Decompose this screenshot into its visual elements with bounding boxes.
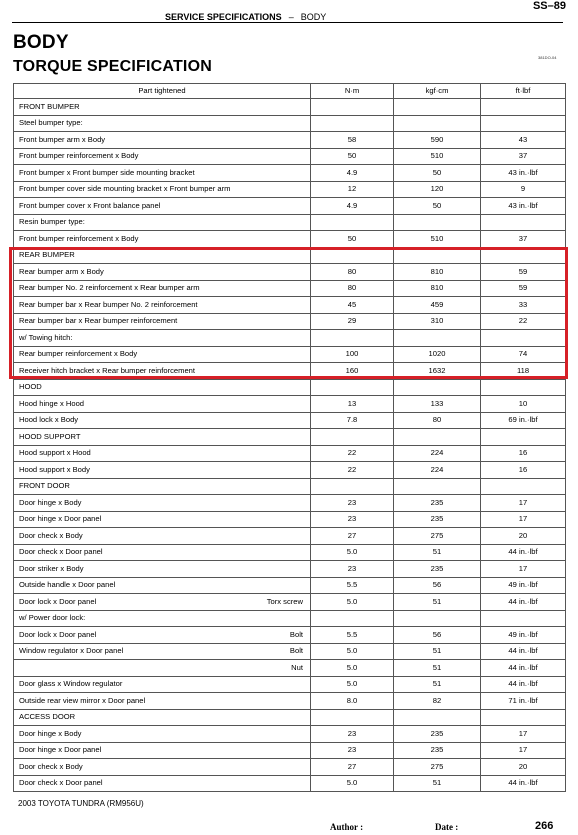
running-header (165, 12, 326, 22)
table-row (14, 396, 566, 413)
section-label: Resin bumper type: (14, 214, 311, 231)
value-kgfcm: 510 (394, 148, 481, 165)
table-row (14, 231, 566, 248)
value-kgfcm: 133 (394, 396, 481, 413)
page-number: 266 (535, 820, 554, 832)
part-name: Door hinge x Body (19, 728, 82, 738)
fastener-note: Nut (291, 662, 303, 672)
part-name: Hood support x Body (19, 464, 90, 474)
value-ftlbf: 118 (481, 363, 566, 380)
fastener-note (303, 581, 305, 589)
table-section-row (14, 330, 566, 347)
part-name: Door glass x Window regulator (19, 679, 123, 689)
value-kgfcm: 1632 (394, 363, 481, 380)
part-name: Door hinge x Door panel (19, 745, 102, 755)
part-name: Front bumper arm x Body (19, 134, 106, 144)
table-row (14, 198, 566, 215)
table-row (14, 544, 566, 561)
section-label: HOOD SUPPORT (14, 429, 311, 446)
part-cell (14, 726, 311, 743)
value-ftlbf: 44 in.·lbf (481, 594, 566, 611)
section-label: w/ Towing hitch: (14, 330, 311, 347)
table-row (14, 676, 566, 693)
fastener-note: Bolt (289, 646, 303, 656)
part-name: Rear bumper arm x Body (19, 266, 104, 276)
value-nm: 7.8 (311, 412, 394, 429)
table-row (14, 280, 566, 297)
value-kgfcm: 80 (394, 412, 481, 429)
fastener-note (303, 185, 305, 193)
value-nm: 23 (311, 561, 394, 578)
fastener-note (303, 202, 305, 210)
table-row (14, 660, 566, 677)
part-name: Rear bumper reinforcement x Body (19, 349, 138, 359)
empty-cell (481, 247, 566, 264)
value-ftlbf: 59 (481, 280, 566, 297)
value-ftlbf: 69 in.·lbf (481, 412, 566, 429)
fastener-note (303, 284, 305, 292)
value-ftlbf: 74 (481, 346, 566, 363)
value-kgfcm: 235 (394, 561, 481, 578)
value-nm: 4.9 (311, 198, 394, 215)
value-nm: 58 (311, 132, 394, 149)
section-label: FRONT DOOR (14, 478, 311, 495)
value-nm: 22 (311, 445, 394, 462)
empty-cell (311, 214, 394, 231)
part-name: Front bumper cover side mounting bracket x Front bumper arm (19, 184, 231, 194)
part-cell (14, 561, 311, 578)
fastener-note (303, 449, 305, 457)
value-ftlbf: 43 in.·lbf (481, 165, 566, 182)
table-row (14, 165, 566, 182)
value-ftlbf: 17 (481, 561, 566, 578)
part-name: Rear bumper bar x Rear bumper No. 2 reinforcement (19, 299, 198, 309)
part-cell (14, 165, 311, 182)
value-ftlbf: 71 in.·lbf (481, 693, 566, 710)
value-nm: 27 (311, 528, 394, 545)
part-name: Front bumper reinforcement x Body (19, 233, 139, 243)
page-code: SS–89 (532, 0, 566, 12)
value-ftlbf: 33 (481, 297, 566, 314)
empty-cell (311, 610, 394, 627)
footer-author-label: Author : (330, 822, 364, 832)
empty-cell (481, 99, 566, 116)
value-nm: 29 (311, 313, 394, 330)
table-row (14, 511, 566, 528)
part-name: Door lock x Door panel (19, 596, 97, 606)
section-title: TORQUE SPECIFICATION (13, 58, 212, 75)
part-cell (14, 577, 311, 594)
value-ftlbf: 44 in.·lbf (481, 676, 566, 693)
table-body (14, 99, 566, 792)
part-name: Front bumper cover x Front balance panel (19, 200, 161, 210)
header-title: SERVICE SPECIFICATIONS (165, 12, 282, 22)
table-row (14, 264, 566, 281)
fastener-note: Torx screw (266, 596, 303, 606)
table-row (14, 412, 566, 429)
part-cell (14, 132, 311, 149)
value-ftlbf: 43 in.·lbf (481, 198, 566, 215)
table-row (14, 759, 566, 776)
table-section-row (14, 247, 566, 264)
empty-cell (311, 379, 394, 396)
part-cell (14, 280, 311, 297)
fastener-note (303, 746, 305, 754)
fastener-note (303, 152, 305, 160)
part-name: Door hinge x Body (19, 497, 82, 507)
value-nm: 50 (311, 231, 394, 248)
part-cell (14, 544, 311, 561)
part-cell (14, 231, 311, 248)
value-kgfcm: 51 (394, 660, 481, 677)
value-nm: 4.9 (311, 165, 394, 182)
value-nm: 13 (311, 396, 394, 413)
fastener-note (303, 730, 305, 738)
table-row (14, 297, 566, 314)
value-nm: 5.0 (311, 660, 394, 677)
table-row (14, 528, 566, 545)
table-row (14, 561, 566, 578)
reference-code: 381DO-04 (538, 55, 557, 60)
table-row (14, 643, 566, 660)
table-row (14, 132, 566, 149)
value-nm: 5.0 (311, 544, 394, 561)
empty-cell (394, 214, 481, 231)
part-cell (14, 643, 311, 660)
part-cell (14, 676, 311, 693)
part-cell (14, 742, 311, 759)
footer-date-label: Date : (435, 822, 459, 832)
value-nm: 5.0 (311, 775, 394, 792)
value-ftlbf: 9 (481, 181, 566, 198)
part-cell (14, 148, 311, 165)
value-kgfcm: 310 (394, 313, 481, 330)
value-nm: 23 (311, 742, 394, 759)
fastener-note (303, 169, 305, 177)
section-label: FRONT BUMPER (14, 99, 311, 116)
fastener-note (303, 548, 305, 556)
value-nm: 5.0 (311, 594, 394, 611)
value-ftlbf: 37 (481, 231, 566, 248)
column-header-part: Part tightened (14, 84, 311, 99)
value-nm: 23 (311, 511, 394, 528)
empty-cell (311, 330, 394, 347)
part-name: Rear bumper bar x Rear bumper reinforcement (19, 316, 178, 326)
value-kgfcm: 51 (394, 594, 481, 611)
part-cell (14, 412, 311, 429)
value-nm: 27 (311, 759, 394, 776)
section-label: w/ Power door lock: (14, 610, 311, 627)
part-name: Hood support x Hood (19, 448, 91, 458)
value-nm: 5.0 (311, 643, 394, 660)
empty-cell (481, 478, 566, 495)
empty-cell (394, 330, 481, 347)
value-kgfcm: 51 (394, 544, 481, 561)
table-section-row (14, 610, 566, 627)
value-kgfcm: 56 (394, 627, 481, 644)
value-nm: 5.5 (311, 627, 394, 644)
header-subtitle: BODY (300, 12, 327, 22)
part-name: Door check x Body (19, 761, 83, 771)
table-section-row (14, 115, 566, 132)
value-kgfcm: 56 (394, 577, 481, 594)
value-ftlbf: 49 in.·lbf (481, 577, 566, 594)
part-name: Hood lock x Body (19, 415, 79, 425)
part-name: Door striker x Body (19, 563, 84, 573)
fastener-note (303, 367, 305, 375)
empty-cell (311, 115, 394, 132)
part-cell (14, 660, 311, 677)
fastener-note (303, 499, 305, 507)
value-kgfcm: 459 (394, 297, 481, 314)
value-ftlbf: 44 in.·lbf (481, 660, 566, 677)
empty-cell (394, 610, 481, 627)
part-cell (14, 495, 311, 512)
value-nm: 23 (311, 495, 394, 512)
part-name: Front bumper reinforcement x Body (19, 151, 139, 161)
value-kgfcm: 810 (394, 280, 481, 297)
empty-cell (481, 115, 566, 132)
value-kgfcm: 275 (394, 759, 481, 776)
table-header-row (14, 84, 566, 99)
value-kgfcm: 50 (394, 165, 481, 182)
table-row (14, 594, 566, 611)
table-row (14, 313, 566, 330)
value-ftlbf: 59 (481, 264, 566, 281)
empty-cell (311, 478, 394, 495)
fastener-note (303, 235, 305, 243)
part-cell (14, 346, 311, 363)
empty-cell (394, 247, 481, 264)
part-name: Rear bumper No. 2 reinforcement x Rear bumper arm (19, 283, 200, 293)
fastener-note (303, 763, 305, 771)
part-cell (14, 693, 311, 710)
empty-cell (311, 247, 394, 264)
part-cell (14, 363, 311, 380)
value-nm: 100 (311, 346, 394, 363)
value-ftlbf: 16 (481, 462, 566, 479)
empty-cell (311, 709, 394, 726)
part-name: Door lock x Door panel (19, 629, 97, 639)
fastener-note (303, 268, 305, 276)
value-nm: 5.5 (311, 577, 394, 594)
value-kgfcm: 51 (394, 775, 481, 792)
value-nm: 160 (311, 363, 394, 380)
part-cell (14, 759, 311, 776)
part-cell (14, 775, 311, 792)
section-label: ACCESS DOOR (14, 709, 311, 726)
value-ftlbf: 43 (481, 132, 566, 149)
value-ftlbf: 20 (481, 759, 566, 776)
fastener-note (303, 515, 305, 523)
value-ftlbf: 17 (481, 495, 566, 512)
torque-spec-table (13, 83, 566, 792)
fastener-note (303, 532, 305, 540)
value-ftlbf: 22 (481, 313, 566, 330)
column-header-nm: N·m (311, 84, 394, 99)
value-ftlbf: 44 in.·lbf (481, 775, 566, 792)
column-header-ftlbf: ft·lbf (481, 84, 566, 99)
table-row (14, 577, 566, 594)
fastener-note (303, 779, 305, 787)
empty-cell (481, 379, 566, 396)
empty-cell (394, 99, 481, 116)
value-nm: 50 (311, 148, 394, 165)
part-cell (14, 627, 311, 644)
fastener-note (303, 697, 305, 705)
part-cell (14, 313, 311, 330)
value-nm: 80 (311, 264, 394, 281)
empty-cell (481, 214, 566, 231)
part-cell (14, 396, 311, 413)
part-cell (14, 297, 311, 314)
empty-cell (394, 478, 481, 495)
section-label: Steel bumper type: (14, 115, 311, 132)
section-label: HOOD (14, 379, 311, 396)
value-ftlbf: 17 (481, 511, 566, 528)
value-nm: 80 (311, 280, 394, 297)
part-name: Front bumper x Front bumper side mounting bracket (19, 167, 195, 177)
table-section-row (14, 709, 566, 726)
value-kgfcm: 120 (394, 181, 481, 198)
value-kgfcm: 51 (394, 676, 481, 693)
value-ftlbf: 10 (481, 396, 566, 413)
fastener-note (303, 350, 305, 358)
footer-model: 2003 TOYOTA TUNDRA (RM956U) (18, 799, 144, 808)
fastener-note (303, 416, 305, 424)
fastener-note (303, 136, 305, 144)
value-nm: 8.0 (311, 693, 394, 710)
table-row (14, 726, 566, 743)
table-row (14, 445, 566, 462)
value-ftlbf: 17 (481, 726, 566, 743)
value-kgfcm: 235 (394, 742, 481, 759)
table-section-row (14, 99, 566, 116)
table-section-row (14, 379, 566, 396)
value-ftlbf: 49 in.·lbf (481, 627, 566, 644)
part-cell (14, 181, 311, 198)
page-title: BODY (13, 32, 69, 53)
fastener-note (303, 565, 305, 573)
value-nm: 12 (311, 181, 394, 198)
table-section-row (14, 214, 566, 231)
table-row (14, 775, 566, 792)
part-name: Outside rear view mirror x Door panel (19, 695, 146, 705)
fastener-note (303, 400, 305, 408)
table-row (14, 181, 566, 198)
value-nm: 5.0 (311, 676, 394, 693)
fastener-note (303, 680, 305, 688)
fastener-note (303, 466, 305, 474)
table-row (14, 346, 566, 363)
value-ftlbf: 20 (481, 528, 566, 545)
part-name: Door check x Door panel (19, 778, 103, 788)
value-ftlbf: 44 in.·lbf (481, 544, 566, 561)
value-kgfcm: 590 (394, 132, 481, 149)
part-name: Outside handle x Door panel (19, 580, 116, 590)
part-name: Door hinge x Door panel (19, 514, 102, 524)
fastener-note (303, 301, 305, 309)
empty-cell (481, 429, 566, 446)
part-cell (14, 264, 311, 281)
value-kgfcm: 224 (394, 445, 481, 462)
part-name: Receiver hitch bracket x Rear bumper reinforcement (19, 365, 195, 375)
value-nm: 22 (311, 462, 394, 479)
part-name: Hood hinge x Hood (19, 398, 85, 408)
part-cell (14, 198, 311, 215)
value-kgfcm: 235 (394, 495, 481, 512)
table-row (14, 462, 566, 479)
value-kgfcm: 1020 (394, 346, 481, 363)
value-ftlbf: 17 (481, 742, 566, 759)
value-ftlbf: 16 (481, 445, 566, 462)
value-ftlbf: 44 in.·lbf (481, 643, 566, 660)
table-row (14, 693, 566, 710)
empty-cell (394, 115, 481, 132)
part-cell (14, 511, 311, 528)
empty-cell (394, 709, 481, 726)
value-kgfcm: 510 (394, 231, 481, 248)
table-row (14, 495, 566, 512)
table-section-row (14, 429, 566, 446)
table-section-row (14, 478, 566, 495)
value-kgfcm: 51 (394, 643, 481, 660)
empty-cell (394, 429, 481, 446)
table-row (14, 742, 566, 759)
table-row (14, 363, 566, 380)
value-kgfcm: 224 (394, 462, 481, 479)
part-cell (14, 528, 311, 545)
value-nm: 23 (311, 726, 394, 743)
empty-cell (481, 330, 566, 347)
value-kgfcm: 50 (394, 198, 481, 215)
empty-cell (311, 99, 394, 116)
table-row (14, 148, 566, 165)
table-row (14, 627, 566, 644)
part-cell (14, 462, 311, 479)
part-cell (14, 594, 311, 611)
fastener-note (303, 317, 305, 325)
value-kgfcm: 82 (394, 693, 481, 710)
value-nm: 45 (311, 297, 394, 314)
part-name: Door check x Door panel (19, 547, 103, 557)
section-label: REAR BUMPER (14, 247, 311, 264)
empty-cell (481, 709, 566, 726)
value-ftlbf: 37 (481, 148, 566, 165)
part-cell (14, 445, 311, 462)
fastener-note: Bolt (289, 629, 303, 639)
value-kgfcm: 235 (394, 726, 481, 743)
column-header-kgf: kgf·cm (394, 84, 481, 99)
empty-cell (481, 610, 566, 627)
value-kgfcm: 810 (394, 264, 481, 281)
empty-cell (311, 429, 394, 446)
part-name: Window regulator x Door panel (19, 646, 124, 656)
empty-cell (394, 379, 481, 396)
part-name: Door check x Body (19, 530, 83, 540)
value-kgfcm: 275 (394, 528, 481, 545)
header-dash: – (288, 12, 294, 22)
value-kgfcm: 235 (394, 511, 481, 528)
